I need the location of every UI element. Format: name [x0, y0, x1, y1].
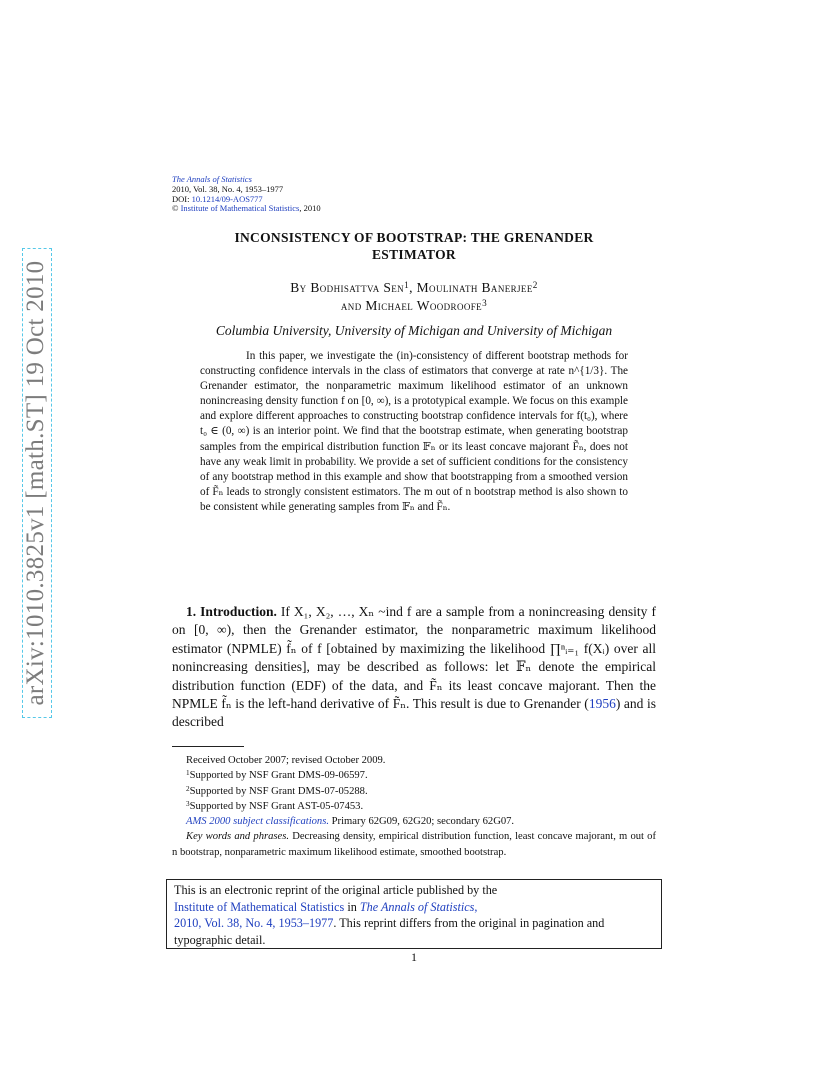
author-banerjee: Moulinath Banerjee — [416, 280, 533, 295]
reprint-text-2: . This reprint differs from the original in pagination and typographic detail. — [174, 916, 605, 947]
reprint-comma: , — [474, 899, 478, 914]
and-label: and — [340, 298, 366, 313]
by-label: By — [290, 280, 311, 295]
footnote-1-text: Supported by NSF Grant DMS-09-06597. — [189, 770, 368, 782]
arxiv-stamp[interactable]: arXiv:1010.3825v1 [math.ST] 19 Oct 2010 — [22, 260, 49, 706]
ams-classification — [172, 814, 656, 829]
affiliations: Columbia University, University of Michigan and University of Michigan — [215, 323, 613, 338]
doi-link[interactable]: 10.1214/09-AOS777 — [191, 193, 263, 204]
intro-text: If X₁, X₂, …, Xₙ ~ind f are a sample from a nonincreasing density f on [0, ∞), then the Grenander estimator, the nonparametric maximum likelihood estimator (NPMLE) f̃ₙ of f [obtained by maximizing the likelihood ∏ⁿᵢ₌₁ f(Xᵢ) over all nonincreasing densities], may be described as follows: let 𝔽ₙ denote the empirical distribution function (EDF) of the data, and F̃ₙ its least concave majorant. Then the NPMLE f̃ₙ is the left-hand derivative of F̃ₙ. This result is due to Grenander ( — [172, 604, 656, 712]
footnote-rule — [172, 746, 244, 747]
footnote-3 — [172, 799, 656, 814]
keywords-label: Key words and phrases. — [186, 831, 290, 843]
author-sen: Bodhisattva Sen — [310, 280, 405, 295]
paper-title — [172, 229, 656, 263]
author-banerjee-footnote[interactable]: 2 — [532, 279, 538, 290]
ams-codes: Primary 62G09, 62G20; secondary 62G07. — [329, 816, 515, 828]
reprint-citation-link[interactable]: 2010, Vol. 38, No. 4, 1953–1977 — [174, 916, 334, 930]
citation-grenander-link[interactable]: 1956 — [588, 696, 616, 712]
footnote-1 — [172, 768, 656, 783]
intro-text-end: ) and is described — [172, 696, 656, 730]
journal-name-link[interactable]: The Annals of Statistics — [172, 174, 252, 184]
reprint-text-1: This is an electronic reprint of the original article published by the — [174, 883, 498, 897]
footnote-2-text: Supported by NSF Grant DMS-07-05288. — [189, 785, 368, 797]
keywords — [172, 829, 656, 860]
copyright-icon: © — [172, 203, 179, 214]
reprint-notice-box — [166, 879, 662, 949]
footnote-1-number: 1 — [186, 769, 190, 778]
footnote-3-text: Supported by NSF Grant AST-05-07453. — [189, 800, 364, 812]
abstract-text: In this paper, we investigate the (in)-consistency of different bootstrap methods for constructing confidence intervals in the class of estimators that converge at rate n^{1/3}. The Grenander estimator, the nonparametric maximum likelihood estimator of an unknown nonincreasing density function f on [0, ∞), is a prototypical example. We focus on this example and explore different approaches to constructing bootstrap confidence intervals for f(t₀), where t₀ ∈ (0, ∞) is an interior point. We find that the bootstrap estimate, when generating bootstrap samples from the empirical distribution function 𝔽ₙ or its least concave majorant F̃ₙ, does not have any weak limit in probability. We provide a set of sufficient conditions for the consistency of any bootstrap method in this example and show that bootstrapping from a smoothed version of F̃ₙ leads to strongly consistent estimators. The m out of n bootstrap method is also shown to be consistent while generating samples from 𝔽ₙ and F̃ₙ. — [200, 350, 628, 513]
doi-label: DOI: — [172, 193, 192, 204]
footnote-2 — [172, 784, 656, 799]
abstract — [200, 349, 628, 515]
title-line-2: ESTIMATOR — [372, 247, 456, 262]
page-number: 1 — [411, 950, 417, 964]
journal-header — [172, 175, 321, 214]
footnote-2-number: 2 — [186, 784, 190, 793]
ims-link[interactable]: Institute of Mathematical Statistics — [180, 203, 300, 214]
journal-volume: 2010, Vol. 38, No. 4, 1953–1977 — [172, 183, 284, 194]
author-list: By Bodhisattva Sen$^1$, Moulinath Banerjee$^2$ and Michael Woodroofe$^3$ — [290, 279, 538, 313]
copyright-year: , 2010 — [299, 203, 321, 214]
footnote-3-number: 3 — [186, 799, 190, 808]
ams-link[interactable]: AMS 2000 subject classifications. — [186, 816, 330, 828]
author-woodroofe: Michael Woodroofe — [365, 298, 483, 313]
received-dates: Received October 2007; revised October 2009. — [186, 755, 386, 766]
keywords-text: Decreasing density, empirical distribution function, least concave majorant, m out of n bootstrap, nonparametric maximum likelihood estimate, smoothed bootstrap. — [172, 831, 656, 858]
author-woodroofe-footnote[interactable]: 3 — [482, 297, 488, 308]
reprint-journal-link[interactable]: The Annals of Statistics — [359, 899, 475, 914]
introduction-section — [172, 603, 656, 732]
author-sen-footnote[interactable]: 1 — [404, 279, 410, 290]
title-line-1: INCONSISTENCY OF BOOTSTRAP: THE GRENANDER — [234, 230, 594, 245]
reprint-publisher-link[interactable]: Institute of Mathematical Statistics — [174, 899, 345, 914]
footnotes — [172, 753, 656, 860]
reprint-in: in — [344, 899, 360, 914]
section-heading: 1. Introduction. — [186, 604, 277, 619]
